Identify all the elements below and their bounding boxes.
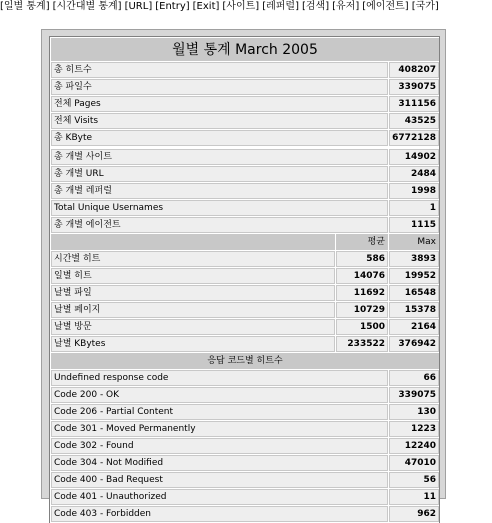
- table-row: [51, 268, 439, 284]
- monthly-stats-panel: [41, 29, 446, 519]
- table-row: [51, 96, 439, 112]
- table-row: [51, 506, 439, 522]
- spacer-cell: [51, 147, 439, 148]
- row-avg: 1500: [336, 319, 388, 335]
- table-row: [51, 149, 439, 165]
- row-label: 총 개별 사이트: [51, 149, 388, 165]
- title-row: [51, 38, 439, 61]
- row-value: 43525: [389, 113, 439, 129]
- row-value: 56: [389, 472, 439, 488]
- row-label: 총 개별 레퍼럴: [51, 183, 388, 199]
- row-label: Undefined response code: [51, 370, 388, 386]
- row-label: Total Unique Usernames: [51, 200, 388, 216]
- table-row: [51, 62, 439, 78]
- row-value: 408207: [389, 62, 439, 78]
- row-value: 1998: [389, 183, 439, 199]
- row-label: 날별 페이지: [51, 302, 335, 318]
- monthly-stats-table-wrapper: [49, 36, 440, 523]
- table-row: [51, 217, 439, 233]
- table-row: [51, 285, 439, 301]
- response-codes-header-row: [51, 353, 439, 369]
- row-label: 총 히트수: [51, 62, 388, 78]
- nav-referrers-link[interactable]: [레퍼럴]: [262, 1, 299, 12]
- row-label: 전체 Pages: [51, 96, 388, 112]
- row-label: 총 파일수: [51, 79, 388, 95]
- monthly-stats-table: [50, 37, 440, 523]
- table-row: [51, 200, 439, 216]
- section-spacer: [51, 147, 439, 148]
- row-value: 66: [389, 370, 439, 386]
- averages-header-blank: [51, 234, 335, 250]
- row-label: 시간별 히트: [51, 251, 335, 267]
- row-value: 1: [389, 200, 439, 216]
- row-value: 6772128: [389, 130, 439, 146]
- table-row: [51, 336, 439, 352]
- nav-url-link[interactable]: [URL]: [124, 1, 153, 12]
- nav-countries-link[interactable]: [국가]: [411, 1, 439, 12]
- row-value: 130: [389, 404, 439, 420]
- table-title: 월별 통계 March 2005: [51, 38, 439, 61]
- table-row: [51, 421, 439, 437]
- row-value: 1223: [389, 421, 439, 437]
- avg-column-header: 평균: [336, 234, 388, 250]
- nav-hourly-stats-link[interactable]: [시간대별 통계]: [52, 1, 122, 12]
- nav-entry-link[interactable]: [Entry]: [155, 1, 190, 12]
- row-label: Code 400 - Bad Request: [51, 472, 388, 488]
- row-label: 총 개별 URL: [51, 166, 388, 182]
- table-row: [51, 302, 439, 318]
- row-value: 11: [389, 489, 439, 505]
- row-value: 311156: [389, 96, 439, 112]
- table-row: [51, 370, 439, 386]
- table-row: [51, 166, 439, 182]
- table-row: [51, 130, 439, 146]
- row-value: 14902: [389, 149, 439, 165]
- row-max: 16548: [389, 285, 439, 301]
- row-avg: 14076: [336, 268, 388, 284]
- row-value: 2484: [389, 166, 439, 182]
- row-value: 339075: [389, 79, 439, 95]
- row-label: 총 개별 에이전트: [51, 217, 388, 233]
- row-label: 날별 KBytes: [51, 336, 335, 352]
- row-value: 1115: [389, 217, 439, 233]
- nav-daily-stats-link[interactable]: [일별 통계]: [0, 1, 50, 12]
- table-row: [51, 489, 439, 505]
- nav-sites-link[interactable]: [사이트]: [222, 1, 260, 12]
- table-row: [51, 183, 439, 199]
- row-max: 19952: [389, 268, 439, 284]
- row-label: 일별 히트: [51, 268, 335, 284]
- row-label: 전체 Visits: [51, 113, 388, 129]
- row-max: 376942: [389, 336, 439, 352]
- max-column-header: Max: [389, 234, 439, 250]
- row-label: 총 KByte: [51, 130, 388, 146]
- table-row: [51, 251, 439, 267]
- table-row: [51, 472, 439, 488]
- table-row: [51, 455, 439, 471]
- row-value: 47010: [389, 455, 439, 471]
- row-label: Code 401 - Unauthorized: [51, 489, 388, 505]
- nav-users-link[interactable]: [유저]: [332, 1, 360, 12]
- row-label: Code 304 - Not Modified: [51, 455, 388, 471]
- row-label: 날별 방문: [51, 319, 335, 335]
- row-label: Code 206 - Partial Content: [51, 404, 388, 420]
- top-navigation: [0, 0, 492, 16]
- row-max: 2164: [389, 319, 439, 335]
- row-label: Code 301 - Moved Permanently: [51, 421, 388, 437]
- row-avg: 11692: [336, 285, 388, 301]
- row-label: 날별 파일: [51, 285, 335, 301]
- nav-agents-link[interactable]: [에이전트]: [362, 1, 409, 12]
- row-max: 15378: [389, 302, 439, 318]
- row-label: Code 403 - Forbidden: [51, 506, 388, 522]
- table-row: [51, 79, 439, 95]
- row-value: 12240: [389, 438, 439, 454]
- table-row: [51, 319, 439, 335]
- nav-exit-link[interactable]: [Exit]: [192, 1, 220, 12]
- row-label: Code 302 - Found: [51, 438, 388, 454]
- table-row: [51, 387, 439, 403]
- row-avg: 233522: [336, 336, 388, 352]
- row-max: 3893: [389, 251, 439, 267]
- row-label: Code 200 - OK: [51, 387, 388, 403]
- table-row: [51, 438, 439, 454]
- row-avg: 586: [336, 251, 388, 267]
- nav-search-link[interactable]: [검색]: [302, 1, 330, 12]
- row-value: 339075: [389, 387, 439, 403]
- table-row: [51, 113, 439, 129]
- response-codes-title: 응답 코드별 히트수: [51, 353, 439, 369]
- row-value: 962: [389, 506, 439, 522]
- averages-header-row: [51, 234, 439, 250]
- table-row: [51, 404, 439, 420]
- row-avg: 10729: [336, 302, 388, 318]
